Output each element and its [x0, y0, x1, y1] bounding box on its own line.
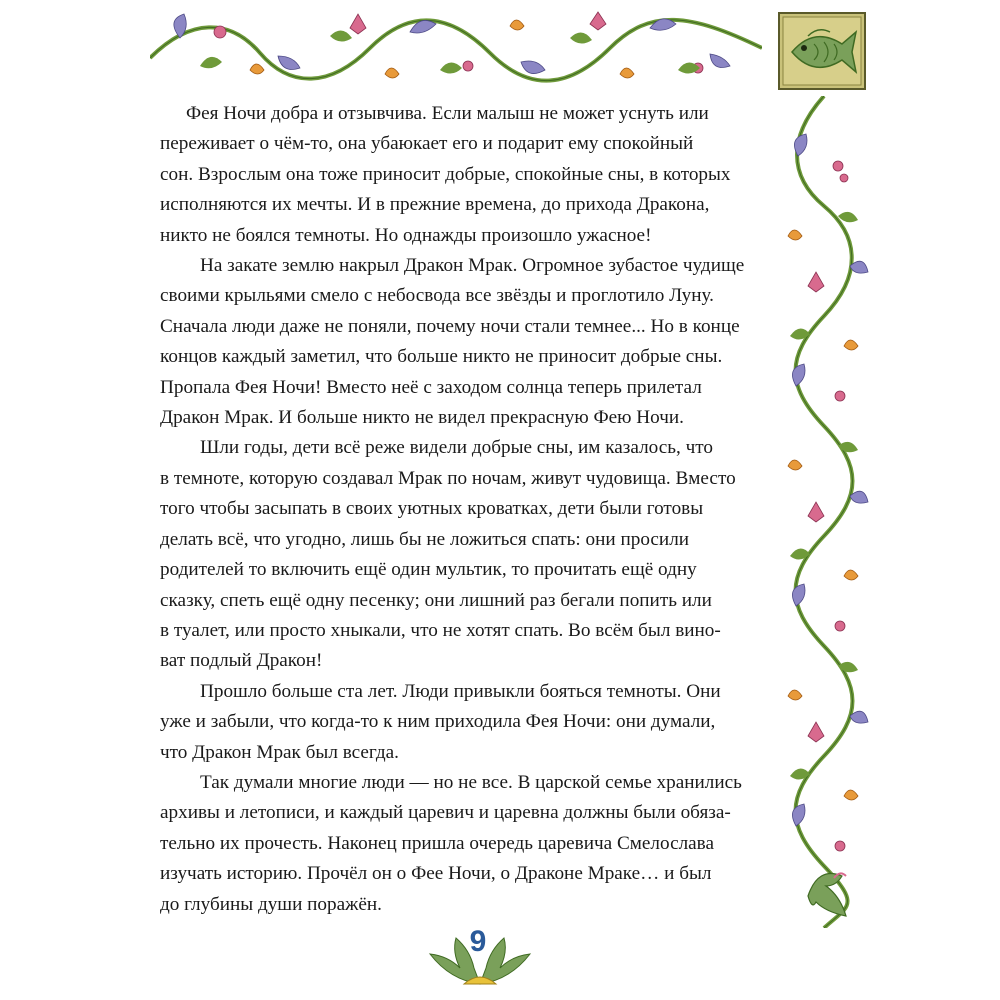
text-line: что Дракон Мрак был всегда.	[160, 741, 399, 763]
text-line: ват подлый Дракон!	[160, 650, 323, 672]
fish-tile-icon	[778, 12, 866, 90]
text-line: в темноте, которую создавал Мрак по ночам, живут чудовища. Вместо	[160, 467, 736, 489]
text-line: переживает о чём-то, она убаюкает его и подарит ему спокойный	[160, 133, 694, 155]
text-line: концов каждый заметил, что больше никто не приносит добрые сны.	[160, 346, 723, 368]
text-line: Пропала Фея Ночи! Вместо неё с заходом солнца теперь прилетал	[160, 376, 702, 398]
text-line: родителей то включить ещё один мультик, то прочитать ещё одну	[160, 559, 697, 581]
text-line: сон. Взрослым она тоже приносит добрые, спокойные сны, в которых	[160, 163, 731, 185]
text-line: тельно их прочесть. Наконец пришла очередь царевича Смелослава	[160, 832, 715, 854]
text-line: до глубины души поражён.	[160, 893, 382, 915]
text-line: Шли годы, дети всё реже видели добрые сны, им казалось, что	[200, 437, 713, 459]
paragraph-3	[160, 433, 772, 676]
text-line: изучать историю. Прочёл он о Фее Ночи, о Драконе Мраке… и был	[160, 863, 712, 885]
page-number: 9	[469, 925, 487, 958]
floral-vine-column-icon	[778, 96, 870, 928]
text-line: архивы и летописи, и каждый царевич и царевна должны были обяза-	[160, 802, 731, 824]
paragraph-1	[160, 99, 772, 251]
text-line: в туалет, или просто хныкали, что не хотят спать. Во всём был вино-	[160, 619, 721, 641]
text-line: Фея Ночи добра и отзывчива. Если малыш не может уснуть или	[186, 103, 709, 124]
text-line: никто не боялся темноты. Но однажды произошло ужасное!	[160, 224, 652, 246]
text-line: своими крыльями смело с небосвода все звёзды и проглотило Луну.	[160, 285, 714, 307]
text-line: Дракон Мрак. И больше никто не видел прекрасную Фею Ночи.	[160, 407, 684, 429]
text-line: Прошло больше ста лет. Люди привыкли бояться темноты. Они	[200, 680, 721, 702]
floral-vine-border-icon	[150, 8, 762, 90]
text-line: Сначала люди даже не поняли, почему ночи стали темнее... Но в конце	[160, 315, 740, 337]
text-line: сказку, спеть ещё одну песенку; они лишний раз бегали попить или	[160, 589, 712, 611]
text-line: уже и забыли, что когда-то к ним приходила Фея Ночи: они думали,	[160, 711, 716, 733]
text-line: исполняются их мечты. И в прежние времена, до прихода Дракона,	[160, 194, 710, 216]
paragraph-2	[160, 251, 772, 433]
story-text	[160, 99, 772, 920]
text-line: Так думали многие люди — но не все. В царской семье хранились	[200, 771, 742, 793]
paragraph-5	[160, 768, 772, 920]
text-line: того чтобы засыпать в своих уютных кроватках, дети были готовы	[160, 498, 704, 520]
paragraph-4	[160, 677, 772, 768]
text-line: На закате землю накрыл Дракон Мрак. Огромное зубастое чудище	[200, 255, 745, 277]
text-line: делать всё, что угодно, лишь бы не ложиться спать: они просили	[160, 528, 690, 550]
